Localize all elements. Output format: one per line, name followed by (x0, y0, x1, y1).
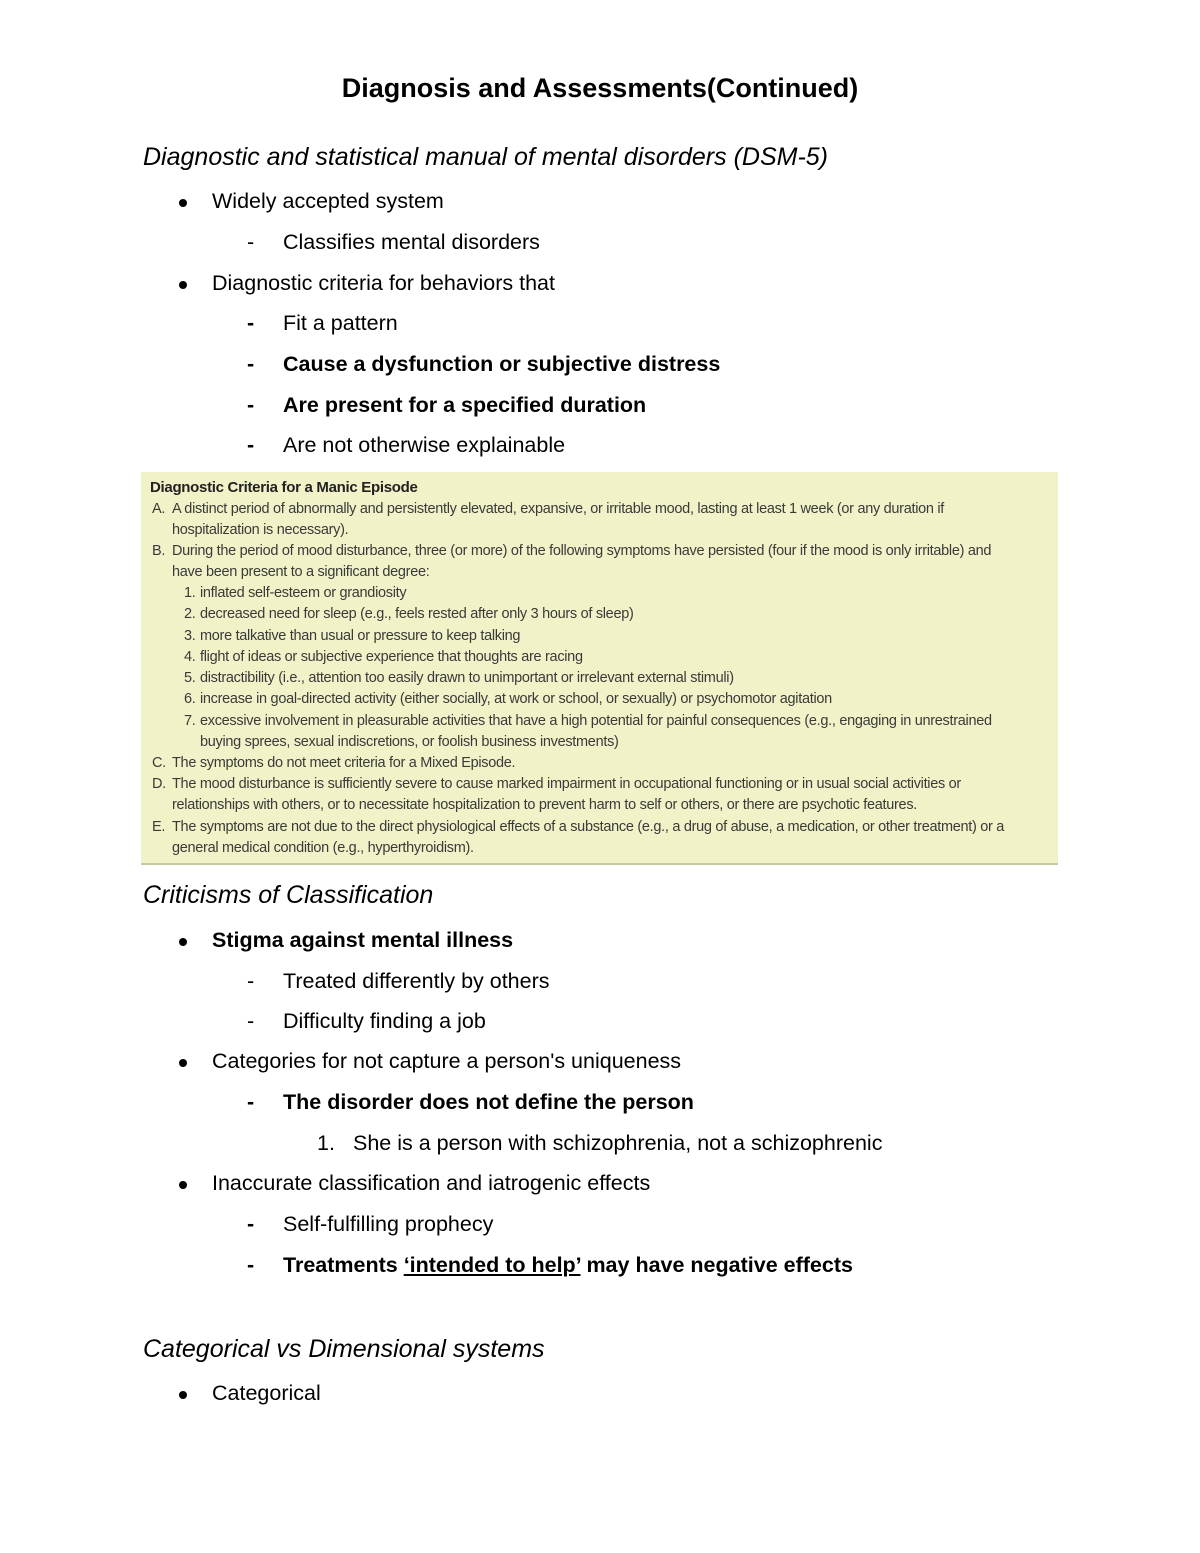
sub-list-item-text: Difficulty finding a job (283, 1009, 486, 1033)
list-item-text: Widely accepted system (212, 189, 444, 213)
criteria-line: The symptoms are not due to the direct physiological effects of a substance (e.g., a drug of abuse, a medication, or other treatment) or a (172, 819, 1005, 835)
criteria-letter: A. (152, 501, 166, 517)
criteria-item-num: 2. (184, 606, 196, 622)
criteria-line: A distinct period of abnormally and persistently elevated, expansive, or irritable mood, lasting at least 1 week (or any duration if (172, 501, 945, 517)
dash-icon: - (247, 1253, 255, 1277)
criteria-item: decreased need for sleep (e.g., feels rested after only 3 hours of sleep) (200, 606, 634, 622)
criteria-item-num: 3. (184, 628, 196, 644)
sub-list-item (247, 1212, 494, 1237)
section-heading-criticisms: Criticisms of Classification (143, 881, 434, 909)
sub-list-item-text: The disorder does not define the person (283, 1090, 694, 1114)
bullet-icon (179, 1181, 187, 1189)
criteria-line: The symptoms do not meet criteria for a Mixed Episode. (172, 755, 516, 771)
sub-list-item-text: Fit a pattern (283, 311, 398, 335)
criteria-item: distractibility (i.e., attention too easily drawn to unimportant or irrelevant external stimuli) (200, 670, 734, 686)
list-item-text: Categorical (212, 1381, 321, 1405)
dash-icon: - (247, 1009, 255, 1033)
sub-list-item (247, 1253, 853, 1278)
criteria-item: flight of ideas or subjective experience that thoughts are racing (200, 649, 583, 665)
dash-icon: - (247, 311, 255, 335)
criteria-item: buying sprees, sexual indiscretions, or foolish business investments) (200, 734, 619, 750)
criteria-line: During the period of mood disturbance, three (or more) of the following symptoms have persisted (four if the mood is only irritable) and (172, 543, 992, 559)
criteria-line: have been present to a significant degree: (172, 564, 430, 580)
criteria-letter: E. (152, 819, 166, 835)
criteria-line: relationships with others, or to necessitate hospitalization to prevent harm to self or others, or there are psychotic features. (172, 797, 917, 813)
list-item-text: Stigma against mental illness (212, 928, 514, 952)
dash-icon: - (247, 1090, 255, 1114)
list-item-text: Inaccurate classification and iatrogenic effects (212, 1171, 651, 1195)
bullet-icon (179, 1059, 187, 1067)
sub-list-item-text: Treated differently by others (283, 969, 550, 993)
sub-list-item (247, 230, 540, 255)
sub-list-item-text: Are not otherwise explainable (283, 433, 566, 457)
sub-list-item-text-a: Treatments (283, 1253, 404, 1277)
dash-icon: - (247, 969, 255, 993)
criteria-item-num: 7. (184, 713, 196, 729)
list-item (212, 1381, 321, 1406)
criteria-letter: C. (152, 755, 166, 771)
page-title: Diagnosis and Assessments(Continued) (341, 73, 859, 103)
sub-list-item (247, 1009, 486, 1034)
sub-list-item (247, 393, 647, 418)
section-heading-dsm: Diagnostic and statistical manual of mental disorders (DSM-5) (143, 143, 828, 171)
bullet-icon (179, 1391, 187, 1399)
numbered-item-text: She is a person with schizophrenia, not a schizophrenic (353, 1131, 883, 1155)
criteria-letter: B. (152, 543, 166, 559)
criteria-item-num: 5. (184, 670, 196, 686)
dash-icon: - (247, 352, 255, 376)
dash-icon: - (247, 1212, 255, 1236)
sub-list-item (247, 433, 566, 458)
criteria-title: Diagnostic Criteria for a Manic Episode (150, 479, 418, 496)
numbered-item (317, 1131, 883, 1156)
list-item (212, 1049, 681, 1074)
dash-icon: - (247, 433, 255, 457)
sub-list-item (247, 1090, 694, 1115)
criteria-line: The mood disturbance is sufficiently severe to cause marked impairment in occupational functioning or in usual social activities or (172, 776, 961, 792)
criteria-item: increase in goal-directed activity (either socially, at work or school, or sexually) or psychomotor agitation (200, 691, 832, 707)
bullet-icon (179, 938, 187, 946)
sub-list-item (247, 311, 398, 336)
bullet-icon (179, 199, 187, 207)
sub-list-item-text-c: may have negative effects (580, 1253, 853, 1277)
list-item-text: Diagnostic criteria for behaviors that (212, 271, 555, 295)
criteria-item: excessive involvement in pleasurable activities that have a high potential for painful consequences (e.g., engaging in unrestrained (200, 713, 992, 729)
sub-list-item-text: Cause a dysfunction or subjective distress (283, 352, 721, 376)
criteria-letter: D. (152, 776, 166, 792)
criteria-item-num: 6. (184, 691, 196, 707)
sub-list-item (247, 969, 550, 994)
criteria-item-num: 4. (184, 649, 196, 665)
manic-episode-criteria-figure (141, 472, 1058, 865)
criteria-item: more talkative than usual or pressure to keep talking (200, 628, 521, 644)
sub-list-item (247, 352, 721, 377)
bullet-icon (179, 281, 187, 289)
list-item (212, 189, 444, 214)
underlined-phrase: ‘intended to help’ (403, 1253, 581, 1277)
criteria-item: inflated self-esteem or grandiosity (200, 585, 407, 601)
sub-list-item-text: Classifies mental disorders (283, 230, 540, 254)
dash-icon: - (247, 230, 255, 254)
criteria-item-num: 1. (184, 585, 196, 601)
list-item (212, 1171, 650, 1196)
list-item (212, 271, 555, 296)
dash-icon: - (247, 393, 255, 417)
list-item (212, 928, 513, 953)
item-number: 1. (317, 1131, 335, 1155)
sub-list-item-text: Self-fulfilling prophecy (283, 1212, 494, 1236)
sub-list-item-text: Are present for a specified duration (283, 393, 647, 417)
list-item-text: Categories for not capture a person's uniqueness (212, 1049, 682, 1073)
criteria-line: general medical condition (e.g., hyperthyroidism). (172, 840, 474, 856)
criteria-line: hospitalization is necessary). (172, 522, 349, 538)
section-heading-categorical: Categorical vs Dimensional systems (143, 1335, 545, 1363)
